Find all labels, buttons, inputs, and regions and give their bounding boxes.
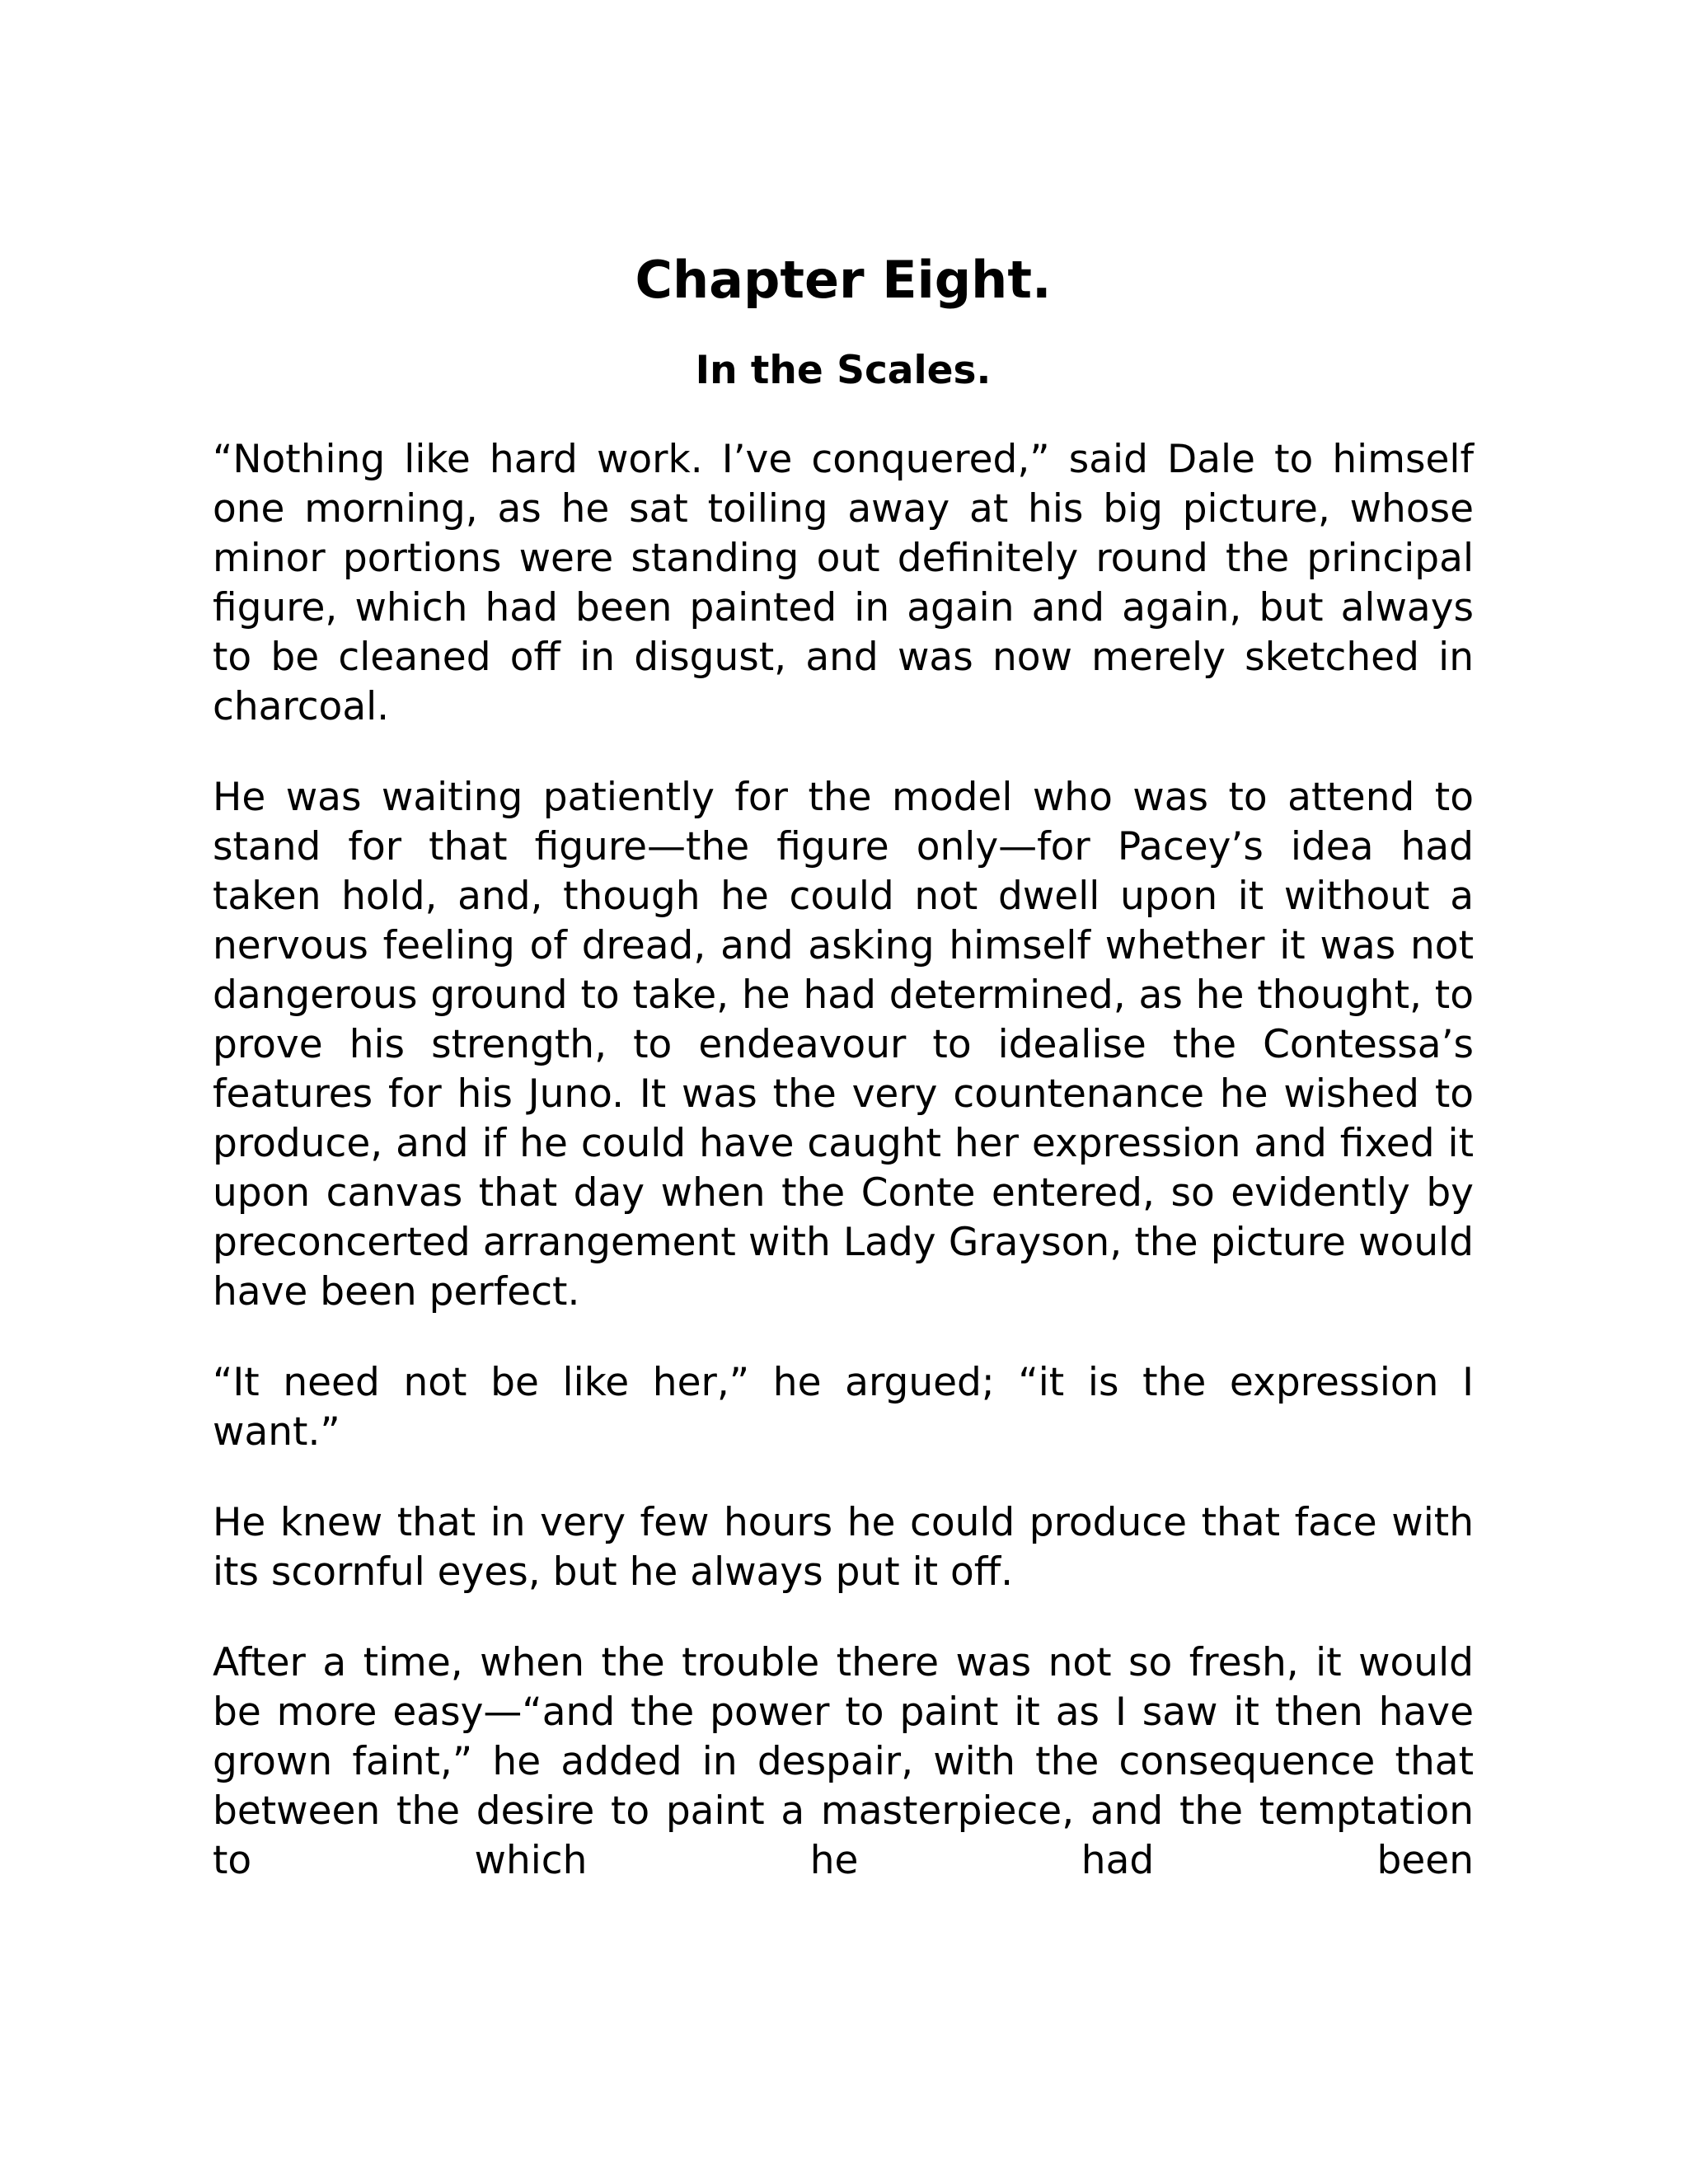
paragraph-5: After a time, when the trouble there was not so fresh, it would be more easy—“and the power to paint it as I saw it then have grown faint,” he added in despair, with the consequence that between the desire to paint a masterpiece, and the temptation to which he had been <box>213 1640 1474 1883</box>
paragraph-1: “Nothing like hard work. I’ve conquered,” said Dale to himself one morning, as he sat toiling away at his big picture, whose minor portions were standing out definitely round the principal figure, which had been painted in again and again, but always to be cleaned off in disgust, and was now merely sketched in charcoal. <box>213 437 1474 729</box>
paragraph-3: “It need not be like her,” he argued; “it is the expression I want.” <box>213 1360 1474 1455</box>
paragraph-2: He was waiting patiently for the model who was to attend to stand for that figure—the figure only—for Pacey’s idea had taken hold, and, though he could not dwell upon it without a nervous feeling of dread, and asking himself whether it was not dangerous ground to take, he had determined, as he thought, to prove his strength, to endeavour to idealise the Contessa’s features for his Juno. It was the very countenance he wished to produce, and if he could have caught her expression and fixed it upon canvas that day when the Conte entered, so evidently by preconcerted arrangement with Lady Grayson, the picture would have been perfect. <box>213 775 1474 1315</box>
paragraph-4: He knew that in very few hours he could produce that face with its scornful eyes, but he always put it off. <box>213 1500 1474 1595</box>
chapter-subtitle: In the Scales. <box>695 348 992 393</box>
book-page <box>213 247 1474 1886</box>
chapter-title: Chapter Eight. <box>635 250 1052 310</box>
